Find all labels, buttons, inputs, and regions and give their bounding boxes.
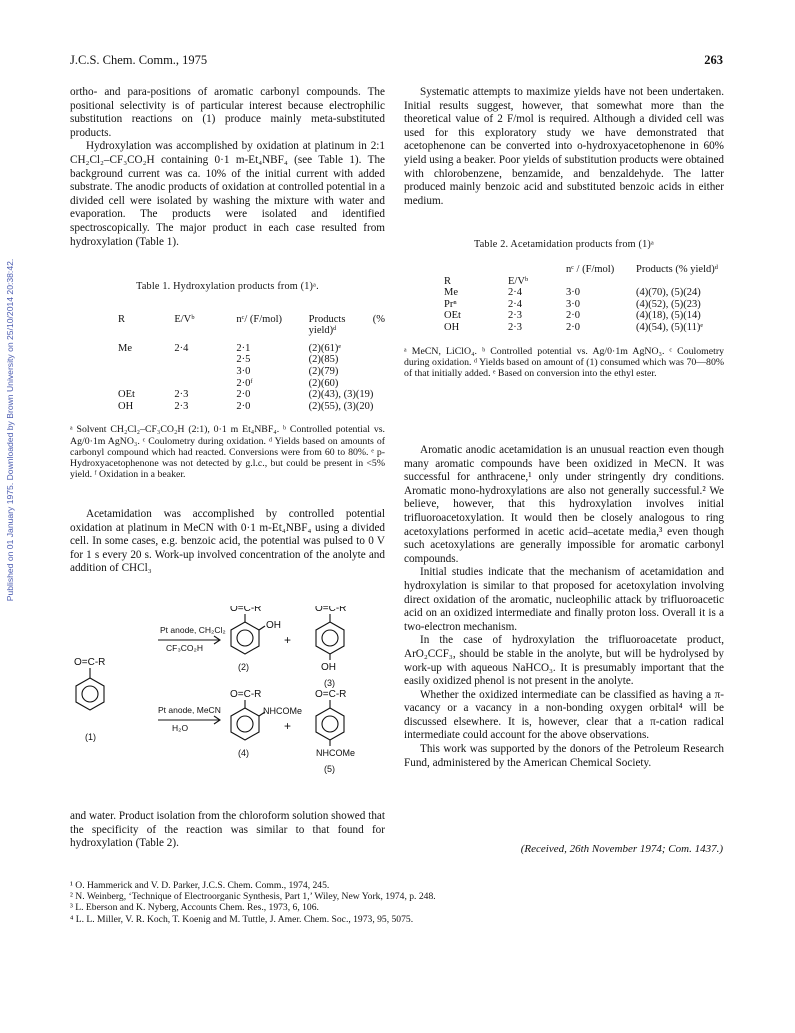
table2-caption: Table 2. Acetamidation products from (1)ᵃ	[473, 239, 654, 250]
ring-3	[316, 622, 344, 654]
table-cell: 2·0	[236, 389, 251, 401]
paragraph: Aromatic anodic acetamidation is an unusual reaction even though many aromatic compounds have been oxidized in MeCN. It was successful for anthracene,¹ only under stringently dry conditions. Aromatic mono-hydroxylations are also not generally successful.² We believe, however, that this hydroxylation involves initial trifluoroacetoxylation. It would then be closely analogous to ring acetoxylations performed in acetic acid–acetate media,³ even though such acetoxylations are generally impossible for aromatic carbonyl compounds.	[404, 444, 724, 565]
carbonyl-label-3: O=C-R	[315, 606, 347, 614]
table1	[70, 280, 385, 480]
table-row	[444, 322, 722, 334]
table-header: nᶜ/ (F/mol)	[236, 313, 282, 325]
plus-sign: +	[284, 719, 292, 733]
table-row	[444, 287, 722, 299]
table-cell: (2)(79)	[308, 365, 339, 377]
table-cell: 2·5	[236, 354, 251, 366]
table-header: Products (% yield)ᵈ	[636, 263, 719, 275]
table-cell: 2·1	[236, 342, 251, 354]
table-cell: 2·3	[174, 389, 189, 401]
table-cell: (2)(60)	[308, 377, 339, 389]
table2-grid	[444, 264, 722, 334]
references	[70, 880, 436, 925]
condition-1b: CF₃CO₂H	[166, 643, 203, 653]
paragraph: Initial studies indicate that the mechanism of acetamidation and hydroxylation is similar to that proposed for acetoxylation involving direct oxidation of the aromatic, nucleophilic attack by trifluoroacetic acid on an oxidized intermediate and finally proton loss. Overall it is a two-electron mechanism.	[404, 566, 724, 633]
reference-item: ² N. Weinberg, ‘Technique of Electroorganic Synthesis, Part 1,’ Wiley, New York, 1974, p. 248.	[70, 891, 436, 903]
paragraph: ortho- and para-positions of aromatic carbonyl compounds. The positional selectivity is of particular interest because electrophilic substitution reactions on (1) produce mainly meta-substituted products.	[70, 86, 385, 139]
table-cell: (2)(61)ᵉ	[308, 342, 342, 354]
compound-number-4: (4)	[238, 748, 249, 758]
table-cell: 2·0ᶠ	[236, 377, 253, 389]
table-cell: 2·0	[236, 400, 251, 412]
compound-number-5: (5)	[324, 764, 335, 774]
scheme-drawing	[70, 606, 390, 796]
table-row	[444, 299, 722, 311]
ring-1	[76, 678, 104, 710]
paragraph: This work was supported by the donors of the Petroleum Research Fund, administered by the American Chemical Society.	[404, 743, 724, 769]
table-cell: 3·0	[236, 365, 251, 377]
left-column-mid	[70, 508, 385, 576]
carbonyl-label-1: O=C-R	[74, 657, 106, 668]
table-cell: OEt	[118, 389, 135, 401]
carbonyl-label-5: O=C-R	[315, 689, 347, 700]
table-row	[118, 389, 385, 401]
ring-5	[316, 708, 344, 740]
table-cell: OH	[444, 321, 460, 333]
left-column-top	[70, 86, 385, 249]
table-cell: (4)(70), (5)(24)	[636, 287, 701, 299]
table-header-row	[118, 314, 385, 337]
table-cell: 2·0	[566, 310, 580, 322]
ring-4	[231, 708, 259, 740]
reference-item: ⁴ L. L. Miller, V. R. Koch, T. Koenig and M. Tuttle, J. Amer. Chem. Soc., 1973, 95, 5075.	[70, 913, 414, 925]
table-row	[118, 366, 385, 378]
table-cell: (4)(52), (5)(23)	[636, 298, 701, 310]
table-cell: (4)(18), (5)(14)	[636, 310, 701, 322]
table-cell: 3·0	[566, 287, 580, 299]
journal-header: J.C.S. Chem. Comm., 1975	[70, 53, 208, 67]
reference-item: ³ L. Eberson and K. Nyberg, Accounts Chem. Res., 1973, 6, 106.	[70, 902, 319, 914]
received-date: (Received, 26th November 1974; Com. 1437.)	[520, 843, 723, 855]
right-column-bottom	[404, 444, 724, 770]
table-cell: 2·3	[508, 321, 522, 333]
hydroxy-label-2: OH	[266, 620, 281, 631]
carbonyl-label-4: O=C-R	[230, 689, 262, 700]
ring-2	[231, 622, 259, 654]
compound-number-1: (1)	[85, 732, 96, 742]
compound-number-2: (2)	[238, 662, 249, 672]
table-cell	[174, 378, 236, 390]
table-cell: (4)(54), (5)(11)ᵉ	[636, 321, 704, 333]
table-cell: 2·4	[174, 342, 189, 354]
condition-1a: Pt anode, CH₂Cl₂	[160, 625, 226, 635]
table-cell: Prⁿ	[444, 298, 457, 310]
condition-2b: H₂O	[172, 723, 189, 733]
table-cell: Me	[118, 342, 132, 354]
paragraph: In the case of hydroxylation the trifluoroacetate product, ArO₂CCF₃, should be stable in the anolyte, but will be hydrolysed by work-up with aqueous NaHCO₃. It is presumably important that the easily oxidized phenol is not present in the anolyte.	[404, 634, 724, 688]
right-column-top	[404, 86, 724, 208]
paragraph: Acetamidation was accomplished by controlled potential oxidation at platinum in MeCN with 0·1 m-Et₄NBF₄ using a divided cell. In some cases, e.g. benzoic acid, the potential was pulsed to 0 V for 1 s every 20 s. Work-up involved concentration of the anolyte and addition of CHCl₃	[70, 508, 385, 575]
table-row	[118, 337, 385, 355]
table-cell: (2)(43), (3)(19)	[308, 389, 374, 401]
table1-caption: Table 1. Hydroxylation products from (1)ᵃ.	[136, 281, 319, 292]
carbonyl-label-2: O=C-R	[230, 606, 262, 614]
table-header: E/Vᵇ	[174, 313, 195, 325]
table-cell: 2·4	[508, 298, 522, 310]
acetamido-label-4: NHCOMe	[263, 706, 303, 716]
paragraph: Whether the oxidized intermediate can be classified as having a π-vacancy or a vacancy in a non-bonding oxygen orbital⁴ will be discussed elsewhere. It is, however, clear that a π-cation radical intermediate could account for the above observations.	[404, 688, 724, 742]
table-cell: OEt	[444, 310, 461, 322]
reaction-scheme	[70, 606, 390, 796]
table-header: Products (% yield)ᵈ	[308, 313, 385, 337]
download-notice	[4, 150, 18, 710]
ring-1-aromatic	[82, 686, 98, 702]
table1-footnotes: ᵃ Solvent CH₂Cl₂–CF₃CO₂H (2:1), 0·1 m Et₄NBF₄. ᵇ Controlled potential vs. Ag/0·1m AgNO₃. ᶜ Coulometry during oxidation. ᵈ Yields based on amounts of carbonyl compound which had reacted. Conversions were from 60 to 80%. ᵉ p-Hydroxyacetophenone was not detected by g.l.c., but could be present in <5% yield. ᶠ Oxidation in a beaker.	[70, 424, 385, 481]
table-header: nᶜ / (F/mol)	[566, 263, 615, 275]
condition-2a: Pt anode, MeCN	[158, 705, 221, 715]
table-cell: (2)(55), (3)(20)	[308, 400, 374, 412]
table2-footnotes: ᵃ MeCN, LiClO₄. ᵇ Controlled potential vs. Ag/0·1m AgNO₃. ᶜ Coulometry during oxidation. ᵈ Yields based on amount of (1) consumed which was 70—80% of that initially added. ᵉ Based on conversion into the ethyl ester.	[404, 345, 724, 379]
acetamido-label-5: NHCOMe	[316, 748, 356, 758]
hydroxy-label-3: OH	[321, 662, 336, 673]
compound-number-3: (3)	[324, 678, 335, 688]
table-header-row	[444, 264, 722, 288]
paragraph: Systematic attempts to maximize yields have not been undertaken. Initial results suggest, however, that somewhat more than the theoretical value of 2 F/mol is required. Although a divided cell was used for this exploratory study we have demonstrated that acetophenone can be converted into o-hydroxyacetophenone in 60% yield using a beaker. Poor yields of substitution products were obtained with chlorobenzene, benzamide, and benzaldehyde. The latter produced mainly benzoic acid and substituted benzoic acids in either medium.	[404, 86, 724, 207]
page-number: 263	[704, 53, 723, 67]
table-header: R	[444, 275, 452, 287]
table-cell: 3·0	[566, 298, 580, 310]
left-column-bottom	[70, 810, 385, 851]
table-row	[444, 310, 722, 322]
table1-grid	[118, 314, 385, 413]
reference-item: ¹ O. Hammerick and V. D. Parker, J.C.S. Chem. Comm., 1974, 245.	[70, 880, 330, 891]
plus-sign: +	[284, 633, 292, 647]
table-cell	[118, 366, 174, 378]
table-cell: 2·3	[508, 310, 522, 322]
table-cell: Me	[444, 287, 458, 299]
table-header: E/Vᵇ	[508, 275, 529, 287]
table-cell: (2)(85)	[308, 354, 339, 366]
table2	[404, 238, 724, 379]
paragraph: and water. Product isolation from the chloroform solution showed that the specificity of the reaction was similar to that found for hydroxylation (Table 2).	[70, 810, 385, 850]
table-row	[118, 401, 385, 413]
table-cell	[174, 354, 236, 366]
table-cell: 2·0	[566, 321, 580, 333]
table-row	[118, 354, 385, 366]
table-cell	[118, 354, 174, 366]
download-notice-text: Published on 01 January 1975. Downloaded by Brown University on 25/10/2014 20:38:42.	[5, 258, 16, 602]
paragraph: Hydroxylation was accomplished by oxidation at platinum in 2:1 CH₂Cl₂–CF₃CO₂H containing 0·1 m-Et₄NBF₄ (see Table 1). The background current was ca. 10% of the initial current with added substrate. The anodic products of oxidation at controlled potential in a divided cell were isolated by washing the mixture with water and evaporation. The products were isolated and identified spectroscopically. The major product in each case resulted from hydroxylation (Table 1).	[70, 140, 385, 248]
table-row	[118, 378, 385, 390]
table-cell	[118, 378, 174, 390]
table-cell: OH	[118, 400, 134, 412]
table-cell	[174, 366, 236, 378]
table-header: R	[118, 313, 126, 325]
table-cell: 2·3	[174, 400, 189, 412]
table-cell: 2·4	[508, 287, 522, 299]
